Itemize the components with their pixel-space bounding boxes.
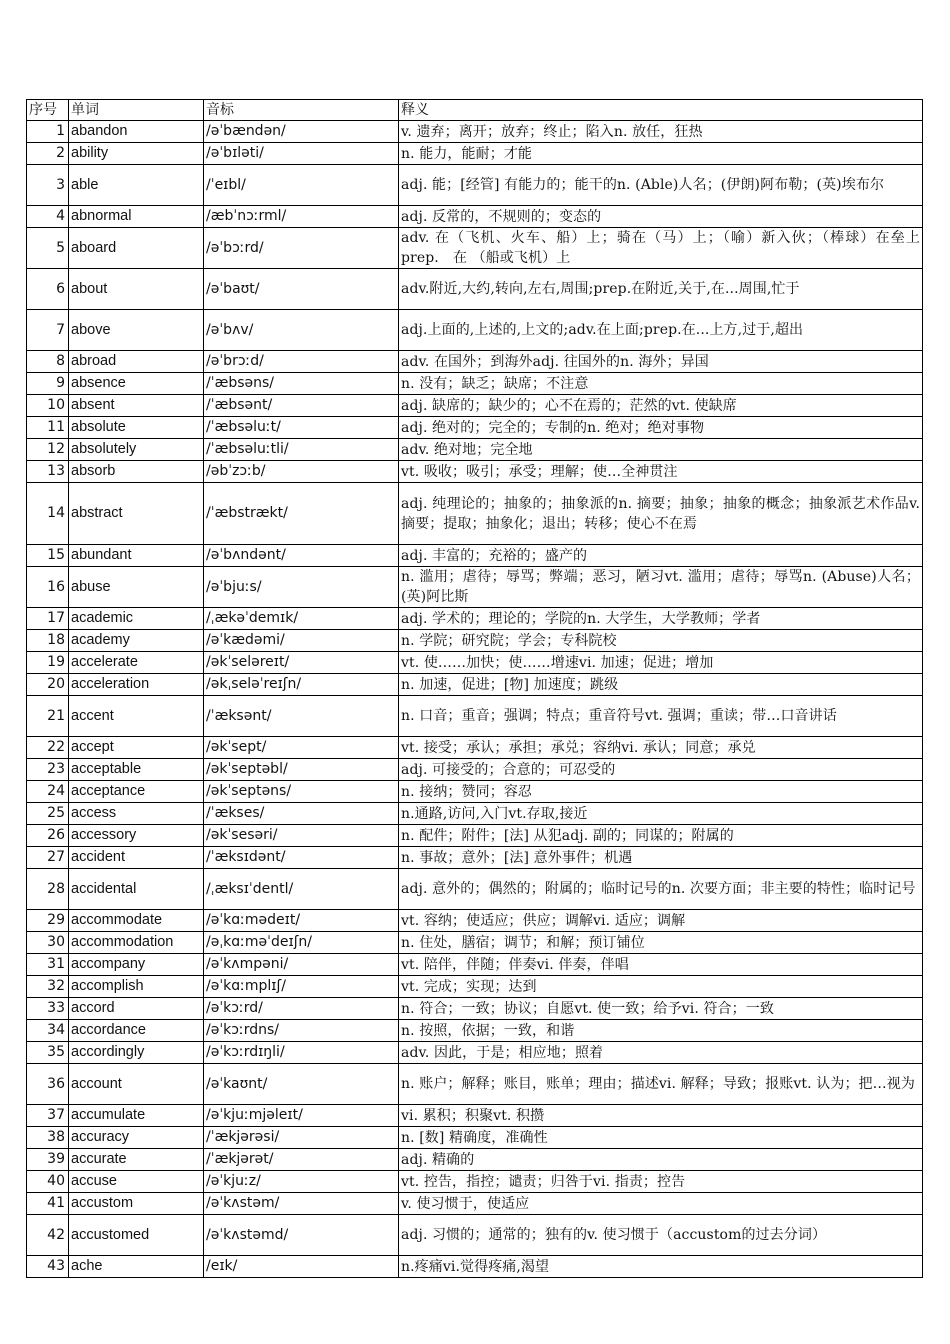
table-row bbox=[27, 1256, 923, 1278]
row-meaning: n. 学院；研究院；学会；专科院校 bbox=[399, 630, 923, 652]
row-number: 14 bbox=[27, 483, 69, 545]
row-meaning: n. 口音；重音；强调；特点；重音符号vt. 强调；重读；带…口音讲话 bbox=[399, 696, 923, 737]
table-row bbox=[27, 228, 923, 269]
row-meaning: vt. 吸收；吸引；承受；理解；使…全神贯注 bbox=[399, 461, 923, 483]
row-phonetic: /ˌæksɪˈdentl/ bbox=[204, 869, 399, 910]
vocabulary-table bbox=[26, 99, 923, 1278]
row-word: accelerate bbox=[69, 652, 204, 674]
vocabulary-table-body bbox=[27, 100, 923, 1278]
row-word: absolute bbox=[69, 417, 204, 439]
row-meaning: adv. 在国外；到海外adj. 往国外的n. 海外；异国 bbox=[399, 351, 923, 373]
table-row bbox=[27, 976, 923, 998]
row-number: 42 bbox=[27, 1215, 69, 1256]
table-row bbox=[27, 932, 923, 954]
table-row bbox=[27, 165, 923, 206]
row-number: 6 bbox=[27, 269, 69, 310]
header-no: 序号 bbox=[27, 100, 69, 121]
row-meaning: adj. 反常的，不规则的；变态的 bbox=[399, 206, 923, 228]
row-word: accommodate bbox=[69, 910, 204, 932]
row-phonetic: /ˈæbsənt/ bbox=[204, 395, 399, 417]
row-meaning: n. 按照，依据；一致，和谐 bbox=[399, 1020, 923, 1042]
row-phonetic: /ˈæbsəns/ bbox=[204, 373, 399, 395]
row-word: able bbox=[69, 165, 204, 206]
row-meaning: n. 接纳；赞同；容忍 bbox=[399, 781, 923, 803]
table-row bbox=[27, 630, 923, 652]
row-number: 20 bbox=[27, 674, 69, 696]
row-phonetic: /əˈbjuːs/ bbox=[204, 567, 399, 608]
table-row bbox=[27, 652, 923, 674]
table-row bbox=[27, 461, 923, 483]
row-phonetic: /əˈkɔːrd/ bbox=[204, 998, 399, 1020]
row-meaning: n. 没有；缺乏；缺席；不注意 bbox=[399, 373, 923, 395]
row-phonetic: /ˈæksənt/ bbox=[204, 696, 399, 737]
row-phonetic: /ˈæbsəluːt/ bbox=[204, 417, 399, 439]
row-meaning: v. 遗弃；离开；放弃；终止；陷入n. 放任，狂热 bbox=[399, 121, 923, 143]
row-word: access bbox=[69, 803, 204, 825]
table-row bbox=[27, 1127, 923, 1149]
row-word: accept bbox=[69, 737, 204, 759]
row-meaning: adj. 能；[经管] 有能力的；能干的n. (Able)人名；(伊朗)阿布勒；(英)埃布尔 bbox=[399, 165, 923, 206]
row-word: absorb bbox=[69, 461, 204, 483]
table-row bbox=[27, 696, 923, 737]
row-word: accent bbox=[69, 696, 204, 737]
row-meaning: adj. 学术的；理论的；学院的n. 大学生，大学教师；学者 bbox=[399, 608, 923, 630]
header-row bbox=[27, 100, 923, 121]
row-phonetic: /əˈbɪləti/ bbox=[204, 143, 399, 165]
row-meaning: adj. 习惯的；通常的；独有的v. 使习惯于（accustom的过去分词） bbox=[399, 1215, 923, 1256]
row-number: 36 bbox=[27, 1064, 69, 1105]
row-number: 5 bbox=[27, 228, 69, 269]
table-row bbox=[27, 310, 923, 351]
row-word: accuracy bbox=[69, 1127, 204, 1149]
row-phonetic: /ˈæksɪdənt/ bbox=[204, 847, 399, 869]
row-number: 8 bbox=[27, 351, 69, 373]
row-meaning: adv. 因此，于是；相应地；照着 bbox=[399, 1042, 923, 1064]
row-word: abandon bbox=[69, 121, 204, 143]
row-phonetic: /ˈækses/ bbox=[204, 803, 399, 825]
row-meaning: vt. 接受；承认；承担；承兑；容纳vi. 承认；同意；承兑 bbox=[399, 737, 923, 759]
table-row bbox=[27, 1171, 923, 1193]
row-meaning: n. 符合；一致；协议；自愿vt. 使一致；给予vi. 符合；一致 bbox=[399, 998, 923, 1020]
table-row bbox=[27, 781, 923, 803]
table-row bbox=[27, 954, 923, 976]
row-word: ache bbox=[69, 1256, 204, 1278]
row-meaning: adv. 绝对地；完全地 bbox=[399, 439, 923, 461]
row-phonetic: /ˈæbsəluːtli/ bbox=[204, 439, 399, 461]
row-meaning: adj. 纯理论的；抽象的；抽象派的n. 摘要；抽象；抽象的概念；抽象派艺术作品v. 摘要；提取；抽象化；退出；转移；使心不在焉 bbox=[399, 483, 923, 545]
header-phonetic: 音标 bbox=[204, 100, 399, 121]
row-number: 41 bbox=[27, 1193, 69, 1215]
row-phonetic: /əˈkjuːmjəleɪt/ bbox=[204, 1105, 399, 1127]
row-phonetic: /əkˈsept/ bbox=[204, 737, 399, 759]
table-row bbox=[27, 417, 923, 439]
row-meaning: vt. 完成；实现；达到 bbox=[399, 976, 923, 998]
row-meaning: adj. 意外的；偶然的；附属的；临时记号的n. 次要方面；非主要的特性；临时记号 bbox=[399, 869, 923, 910]
row-word: accustomed bbox=[69, 1215, 204, 1256]
row-word: accordingly bbox=[69, 1042, 204, 1064]
row-number: 32 bbox=[27, 976, 69, 998]
row-phonetic: /ˈæbstrækt/ bbox=[204, 483, 399, 545]
row-phonetic: /əkˈseptəns/ bbox=[204, 781, 399, 803]
row-word: accord bbox=[69, 998, 204, 1020]
row-phonetic: /əˈkɑːmədeɪt/ bbox=[204, 910, 399, 932]
row-number: 29 bbox=[27, 910, 69, 932]
row-number: 40 bbox=[27, 1171, 69, 1193]
row-phonetic: /əˈkɔːrdns/ bbox=[204, 1020, 399, 1042]
row-meaning: n. [数] 精确度，准确性 bbox=[399, 1127, 923, 1149]
row-number: 26 bbox=[27, 825, 69, 847]
row-meaning: n. 滥用；虐待；辱骂；弊端；恶习，陋习vt. 滥用；虐待；辱骂n. (Abuse)人名；(英)阿比斯 bbox=[399, 567, 923, 608]
table-row bbox=[27, 269, 923, 310]
table-row bbox=[27, 759, 923, 781]
row-meaning: adj. 绝对的；完全的；专制的n. 绝对；绝对事物 bbox=[399, 417, 923, 439]
row-number: 13 bbox=[27, 461, 69, 483]
row-number: 33 bbox=[27, 998, 69, 1020]
row-number: 43 bbox=[27, 1256, 69, 1278]
row-meaning: adj. 精确的 bbox=[399, 1149, 923, 1171]
row-number: 18 bbox=[27, 630, 69, 652]
table-row bbox=[27, 567, 923, 608]
row-number: 39 bbox=[27, 1149, 69, 1171]
row-meaning: n. 住处，膳宿；调节；和解；预订铺位 bbox=[399, 932, 923, 954]
row-meaning: n.疼痛vi.觉得疼痛,渴望 bbox=[399, 1256, 923, 1278]
row-meaning: adj. 缺席的；缺少的；心不在焉的；茫然的vt. 使缺席 bbox=[399, 395, 923, 417]
row-phonetic: /əˌkɑːməˈdeɪʃn/ bbox=[204, 932, 399, 954]
table-row bbox=[27, 1215, 923, 1256]
row-number: 24 bbox=[27, 781, 69, 803]
row-word: accessory bbox=[69, 825, 204, 847]
row-meaning: adj.上面的,上述的,上文的;adv.在上面;prep.在...上方,过于,超出 bbox=[399, 310, 923, 351]
row-number: 27 bbox=[27, 847, 69, 869]
row-number: 15 bbox=[27, 545, 69, 567]
row-number: 37 bbox=[27, 1105, 69, 1127]
row-phonetic: /æbˈnɔːrml/ bbox=[204, 206, 399, 228]
row-number: 9 bbox=[27, 373, 69, 395]
row-phonetic: /əˈbʌv/ bbox=[204, 310, 399, 351]
row-number: 21 bbox=[27, 696, 69, 737]
row-number: 12 bbox=[27, 439, 69, 461]
row-word: account bbox=[69, 1064, 204, 1105]
row-number: 2 bbox=[27, 143, 69, 165]
table-row bbox=[27, 1064, 923, 1105]
row-meaning: n. 配件；附件；[法] 从犯adj. 副的；同谋的；附属的 bbox=[399, 825, 923, 847]
table-row bbox=[27, 395, 923, 417]
row-phonetic: /əˈkʌstəm/ bbox=[204, 1193, 399, 1215]
row-word: abuse bbox=[69, 567, 204, 608]
row-phonetic: /əˈbʌndənt/ bbox=[204, 545, 399, 567]
row-word: acceptance bbox=[69, 781, 204, 803]
row-word: accompany bbox=[69, 954, 204, 976]
row-word: ability bbox=[69, 143, 204, 165]
row-word: academy bbox=[69, 630, 204, 652]
row-number: 38 bbox=[27, 1127, 69, 1149]
row-word: aboard bbox=[69, 228, 204, 269]
row-number: 16 bbox=[27, 567, 69, 608]
table-row bbox=[27, 869, 923, 910]
row-meaning: vt. 使……加快；使……增速vi. 加速；促进；增加 bbox=[399, 652, 923, 674]
row-phonetic: /ˈækjərət/ bbox=[204, 1149, 399, 1171]
row-word: absent bbox=[69, 395, 204, 417]
row-number: 1 bbox=[27, 121, 69, 143]
table-row bbox=[27, 373, 923, 395]
row-phonetic: /əˈbɔːrd/ bbox=[204, 228, 399, 269]
row-word: accumulate bbox=[69, 1105, 204, 1127]
table-row bbox=[27, 737, 923, 759]
row-number: 7 bbox=[27, 310, 69, 351]
row-word: about bbox=[69, 269, 204, 310]
row-number: 22 bbox=[27, 737, 69, 759]
row-phonetic: /əˈkʌmpəni/ bbox=[204, 954, 399, 976]
row-meaning: n.通路,访问,入门vt.存取,接近 bbox=[399, 803, 923, 825]
row-phonetic: /əˈkaʊnt/ bbox=[204, 1064, 399, 1105]
row-meaning: adv.附近,大约,转向,左右,周围;prep.在附近,关于,在...周围,忙于 bbox=[399, 269, 923, 310]
table-row bbox=[27, 674, 923, 696]
row-phonetic: /əˈkædəmi/ bbox=[204, 630, 399, 652]
row-word: acceptable bbox=[69, 759, 204, 781]
row-word: accidental bbox=[69, 869, 204, 910]
row-number: 4 bbox=[27, 206, 69, 228]
row-word: accurate bbox=[69, 1149, 204, 1171]
row-phonetic: /əkˈseləreɪt/ bbox=[204, 652, 399, 674]
row-phonetic: /əˈbaʊt/ bbox=[204, 269, 399, 310]
row-phonetic: /əˈbændən/ bbox=[204, 121, 399, 143]
table-row bbox=[27, 847, 923, 869]
row-meaning: vt. 控告，指控；谴责；归咎于vi. 指责；控告 bbox=[399, 1171, 923, 1193]
row-meaning: adj. 可接受的；合意的；可忍受的 bbox=[399, 759, 923, 781]
row-meaning: vi. 累积；积聚vt. 积攒 bbox=[399, 1105, 923, 1127]
row-meaning: n. 能力，能耐；才能 bbox=[399, 143, 923, 165]
table-row bbox=[27, 608, 923, 630]
row-number: 35 bbox=[27, 1042, 69, 1064]
table-row bbox=[27, 803, 923, 825]
row-meaning: vt. 容纳；使适应；供应；调解vi. 适应；调解 bbox=[399, 910, 923, 932]
table-row bbox=[27, 143, 923, 165]
row-number: 10 bbox=[27, 395, 69, 417]
row-phonetic: /əkˈseptəbl/ bbox=[204, 759, 399, 781]
row-number: 25 bbox=[27, 803, 69, 825]
row-word: academic bbox=[69, 608, 204, 630]
table-row bbox=[27, 1042, 923, 1064]
row-number: 11 bbox=[27, 417, 69, 439]
row-phonetic: /əˈkʌstəmd/ bbox=[204, 1215, 399, 1256]
header-meaning: 释义 bbox=[399, 100, 923, 121]
row-word: absence bbox=[69, 373, 204, 395]
row-number: 31 bbox=[27, 954, 69, 976]
table-row bbox=[27, 206, 923, 228]
row-phonetic: /əbˈzɔːb/ bbox=[204, 461, 399, 483]
row-phonetic: /ˈeɪbl/ bbox=[204, 165, 399, 206]
row-number: 3 bbox=[27, 165, 69, 206]
row-word: accident bbox=[69, 847, 204, 869]
row-phonetic: /əˈkɑːmplɪʃ/ bbox=[204, 976, 399, 998]
table-row bbox=[27, 1020, 923, 1042]
table-row bbox=[27, 1149, 923, 1171]
row-number: 17 bbox=[27, 608, 69, 630]
row-meaning: adv. 在（飞机、火车、船）上；骑在（马）上；（喻）新入伙；（棒球）在垒上prep. 在 （船或飞机）上 bbox=[399, 228, 923, 269]
table-row bbox=[27, 910, 923, 932]
row-word: accuse bbox=[69, 1171, 204, 1193]
table-row bbox=[27, 545, 923, 567]
table-row bbox=[27, 1105, 923, 1127]
row-meaning: n. 事故；意外；[法] 意外事件；机遇 bbox=[399, 847, 923, 869]
row-number: 34 bbox=[27, 1020, 69, 1042]
row-word: accordance bbox=[69, 1020, 204, 1042]
row-word: accomplish bbox=[69, 976, 204, 998]
header-word: 单词 bbox=[69, 100, 204, 121]
table-row bbox=[27, 1193, 923, 1215]
row-meaning: vt. 陪伴，伴随；伴奏vi. 伴奏，伴唱 bbox=[399, 954, 923, 976]
row-word: acceleration bbox=[69, 674, 204, 696]
row-word: abstract bbox=[69, 483, 204, 545]
row-phonetic: /əˈkɔːrdɪŋli/ bbox=[204, 1042, 399, 1064]
row-phonetic: /əˈkjuːz/ bbox=[204, 1171, 399, 1193]
row-phonetic: /əkˌseləˈreɪʃn/ bbox=[204, 674, 399, 696]
table-row bbox=[27, 825, 923, 847]
row-phonetic: /ˌækəˈdemɪk/ bbox=[204, 608, 399, 630]
row-number: 28 bbox=[27, 869, 69, 910]
row-word: accustom bbox=[69, 1193, 204, 1215]
row-word: abundant bbox=[69, 545, 204, 567]
table-row bbox=[27, 439, 923, 461]
row-phonetic: /əkˈsesəri/ bbox=[204, 825, 399, 847]
row-meaning: adj. 丰富的；充裕的；盛产的 bbox=[399, 545, 923, 567]
row-number: 30 bbox=[27, 932, 69, 954]
table-row bbox=[27, 998, 923, 1020]
row-phonetic: /ˈækjərəsi/ bbox=[204, 1127, 399, 1149]
row-meaning: n. 账户；解释；账目，账单；理由；描述vi. 解释；导致；报账vt. 认为；把…视为 bbox=[399, 1064, 923, 1105]
row-phonetic: /eɪk/ bbox=[204, 1256, 399, 1278]
row-phonetic: /əˈbrɔːd/ bbox=[204, 351, 399, 373]
table-row bbox=[27, 351, 923, 373]
row-word: abnormal bbox=[69, 206, 204, 228]
row-word: abroad bbox=[69, 351, 204, 373]
row-word: above bbox=[69, 310, 204, 351]
row-word: accommodation bbox=[69, 932, 204, 954]
row-number: 19 bbox=[27, 652, 69, 674]
row-number: 23 bbox=[27, 759, 69, 781]
table-row bbox=[27, 483, 923, 545]
table-row bbox=[27, 121, 923, 143]
row-meaning: n. 加速，促进；[物] 加速度；跳级 bbox=[399, 674, 923, 696]
row-word: absolutely bbox=[69, 439, 204, 461]
row-meaning: v. 使习惯于，使适应 bbox=[399, 1193, 923, 1215]
